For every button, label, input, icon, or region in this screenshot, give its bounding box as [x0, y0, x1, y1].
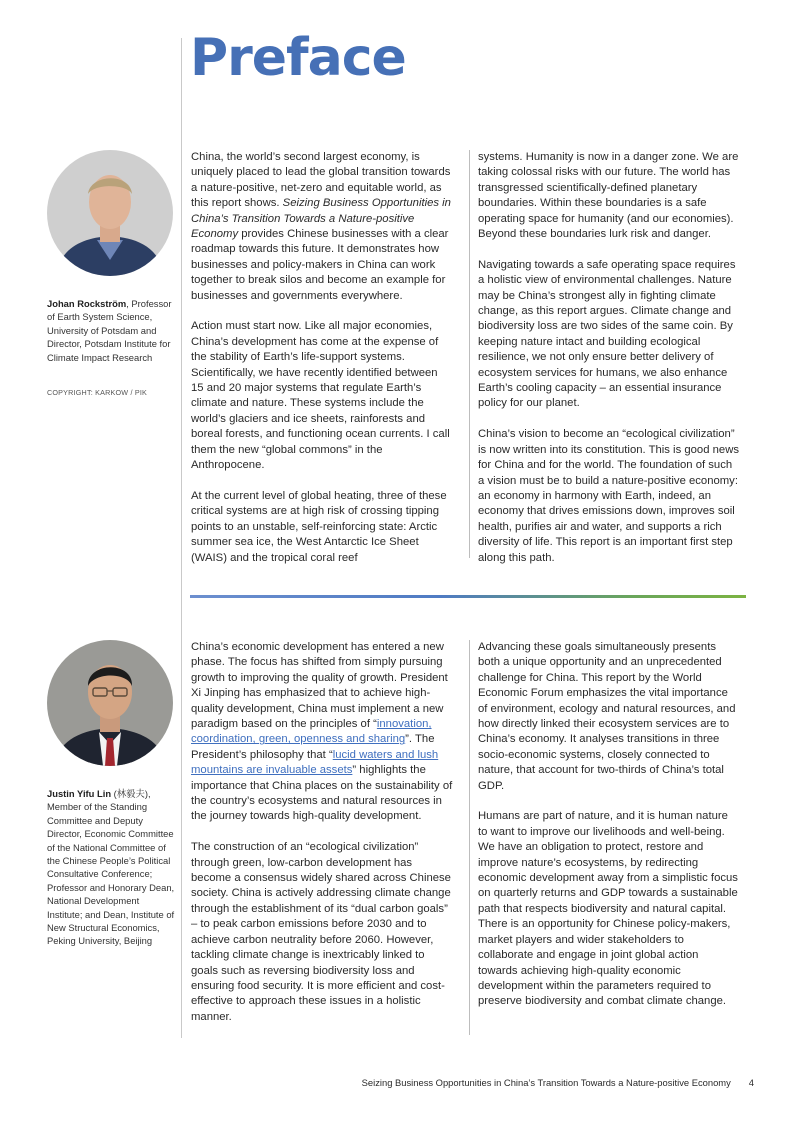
person-name: Justin Yifu Lin: [47, 788, 112, 799]
section2-column-right: [478, 640, 740, 1010]
paragraph: China’s vision to become an “ecological civilization” is now written into its constitution. This is good news for China and for the world. The foundation of such a vision must be to build a nature-positive economy: an economy in harmony with Earth, indeed, an economy that drives emissions down, improves soil health, purifies air and water, and supports a rich diversity of life. This report is an important first step along this path.: [478, 428, 739, 564]
paragraph: [191, 150, 453, 304]
section-divider-rule: [190, 595, 746, 598]
paragraph: systems. Humanity is now in a danger zone. We are taking colossal risks with our future. The world has transgressed scientifically-defined planetary boundaries. Within these boundaries is a safe operating space for humanity (and our economies). Beyond these boundaries lurk risk and danger.: [478, 151, 739, 241]
person-title: , Professor of Earth System Science, University of Potsdam and Director, Potsdam Institute for Climate Impact Research: [47, 298, 172, 363]
section2-column-left: [191, 640, 453, 1025]
text: China’s economic development has entered a new phase. The focus has shifted from simply pursuing growth to improving the quality of growth. President Xi Jinping has emphasized that to achieve high-quality development, China must implement a new paradigm based on the principles of “: [191, 641, 448, 731]
column-divider: [469, 640, 470, 1035]
paragraph: Navigating towards a safe operating space requires a holistic view of environmental challenges. Nature may be China’s strongest ally in fighting climate change, as this report argues. Climate change and biodiversity loss are two sides of the same coin. By keeping nature intact and building ecological resilience, we not only ensure better delivery of ecosystem services for humans, we also enhance Earth’s cooling capacity – an essential insurance policy for our planet.: [478, 258, 736, 410]
paragraph: Advancing these goals simultaneously presents both a unique opportunity and an unprecedented challenge for China. This report by the World Economic Forum emphasizes the vital importance of environment, ecology and natural resources, and how directly linked their ecosystem services are to China’s economy. It analyses transitions in three socio-economic systems, closely connected to nature, that account for two-thirds of China’s total GDP.: [478, 641, 736, 792]
link-lucid-waters[interactable]: lucid waters and lush mountains are invaluable assets: [191, 748, 439, 777]
column-divider: [469, 150, 470, 558]
page-title: Preface: [190, 28, 406, 88]
page-number: 4: [748, 1077, 754, 1088]
person-name: Johan Rockström: [47, 298, 127, 309]
paragraph: The construction of an “ecological civilization” through green, low-carbon development has become a consensus widely shared across Chinese society. China is actively addressing climate change through the establishment of its “dual carbon goals” – to peak carbon emissions before 2030 and to achieve carbon neutrality before 2060. However, tackling climate change is inextricably linked to goals such as reversing biodiversity loss and ensuring food security. It is more efficient and cost-effective to approach these issues in a holistic manner.: [191, 841, 451, 1023]
bio-justin-yifu-lin: [47, 787, 175, 948]
section1-column-right: [478, 150, 740, 566]
text: ”. The President’s philosophy that “: [191, 733, 435, 761]
text: China, the world’s second largest economy, is uniquely placed to lead the global transition towards a nature-positive, net-zero and equitable world, as this report shows.: [191, 151, 451, 210]
link-five-principles[interactable]: innovation, coordination, green, openness and sharing: [191, 718, 432, 746]
paragraph: At the current level of global heating, three of these critical systems are at high risk of crossing tipping points to an unstable, self-reinforcing state: Arctic summer sea ice, the West Antarctic Ice Sheet (WAIS) and the tropical coral reef: [191, 489, 447, 564]
report-title-italic: Seizing Business Opportunities in China’s Transition Towards a Nature-positive Economy: [191, 197, 451, 241]
photo-copyright: COPYRIGHT: KARKOW / PIK: [47, 388, 148, 397]
person-title: (林毅夫), Member of the Standing Committee and Deputy Director, Economic Committee of the National Committee of the Chinese People’s Political Consultative Conference; Professor and Honorary Dean, National Development Institute; and Dean, Institute of New Structural Economics, Peking University, Beijing: [47, 788, 175, 947]
portrait-johan-rockstrom: [47, 150, 173, 276]
bio-johan-rockstrom: [47, 297, 175, 364]
text: provides Chinese businesses with a clear roadmap towards this future. It demonstrates how businesses and policy-makers in China can work together to break silos and become an example for businesses and governments everywhere.: [191, 228, 449, 302]
section1-column-left: [191, 150, 453, 566]
portrait-justin-yifu-lin: [47, 640, 173, 766]
text: ” highlights the importance that China places on the sustainability of the country’s ecosystems and natural resources in the journey towards high-quality development.: [191, 764, 453, 823]
page-footer: [312, 1077, 754, 1088]
footer-report-title: Seizing Business Opportunities in China’s Transition Towards a Nature-positive Economy: [361, 1077, 731, 1088]
left-margin-rule: [181, 38, 182, 1038]
paragraph: [191, 640, 453, 825]
paragraph: Action must start now. Like all major economies, China’s development has come at the expense of the stability of Earth’s life-support systems. Scientifically, we have recently identified between 15 and 20 major systems that regulate Earth’s climate and nature. These systems include the world’s glaciers and ice sheets, rainforests and boreal forests, and functioning ocean currents. I call them the new “global commons” in the Anthropocene.: [191, 320, 450, 472]
paragraph: Humans are part of nature, and it is human nature to want to improve our livelihoods and well-being. We have an obligation to protect, restore and improve nature’s ecosystems, by redirecting economic development away from a simplistic focus on quarterly returns and GDP towards a sustainable path that respects biodiversity and natural capital. There is an opportunity for Chinese policy-makers, market players and wider stakeholders to collaborate and engage in joint global action towards achieving high-quality economic development within the parameters required to preserve biodiversity and combat climate change.: [478, 810, 738, 1008]
